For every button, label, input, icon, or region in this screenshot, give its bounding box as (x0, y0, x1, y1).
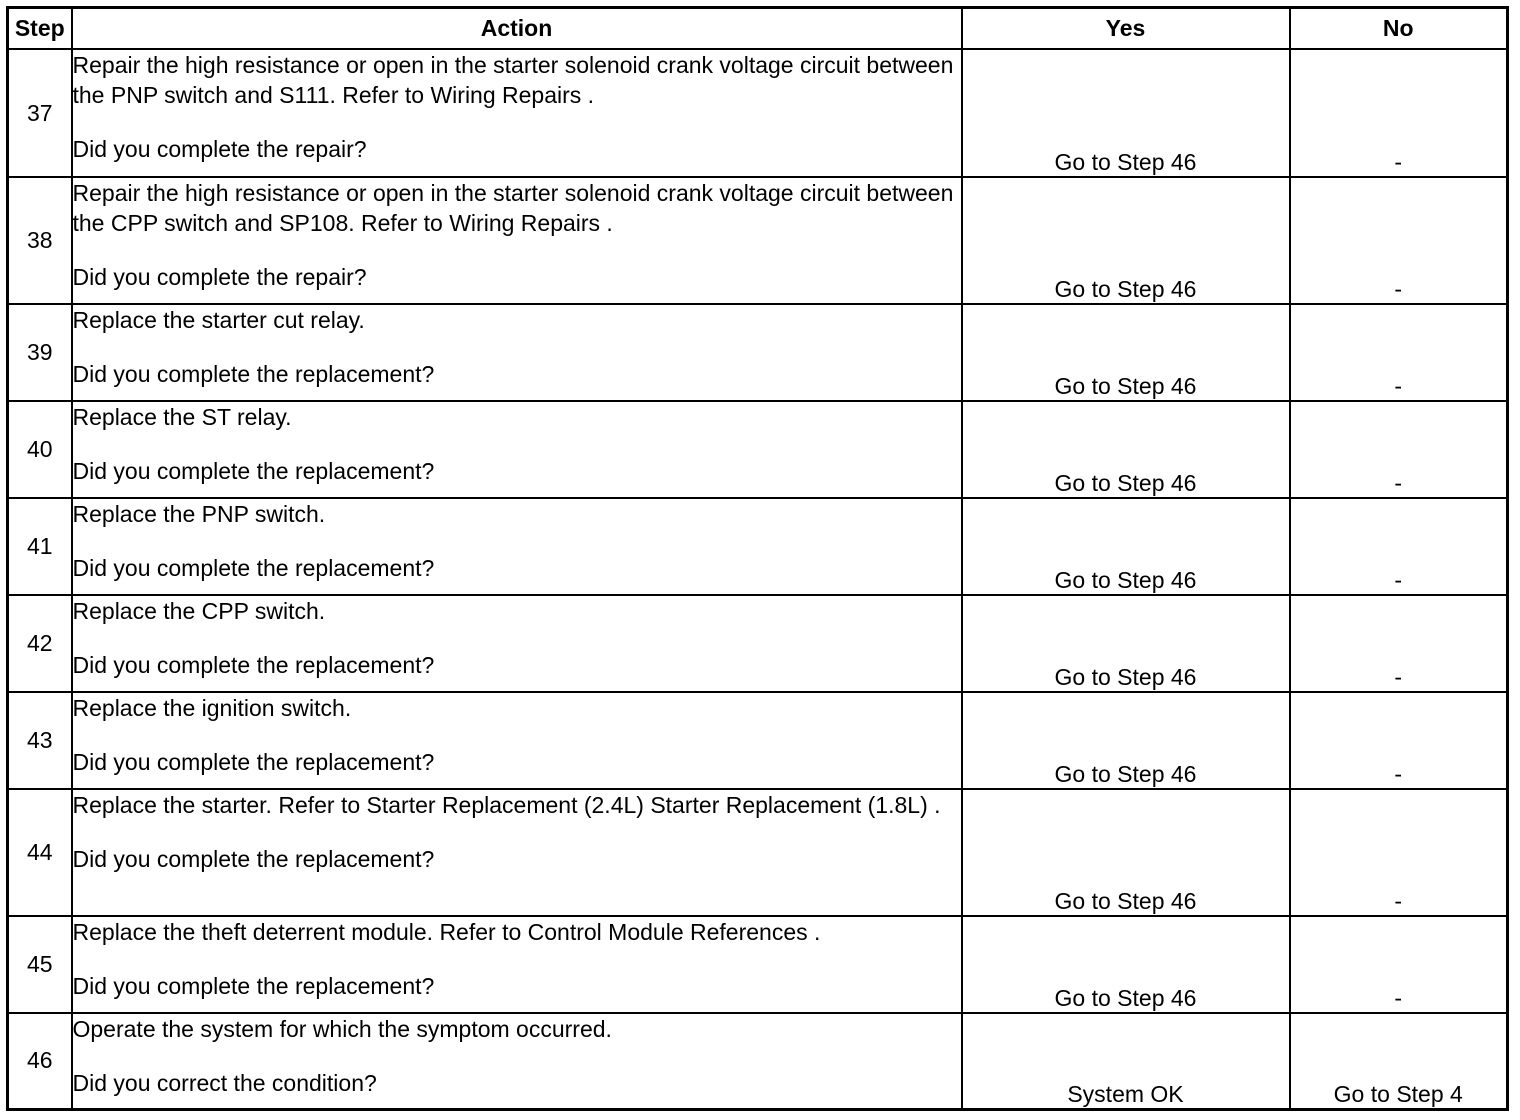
action-instruction: Replace the PNP switch. (72, 501, 326, 527)
step-number: 38 (8, 177, 72, 304)
table-row (8, 49, 1508, 177)
yes-result: System OK (962, 1013, 1290, 1109)
table-row (8, 916, 1508, 1013)
no-result: - (1290, 595, 1508, 692)
table-row (8, 595, 1508, 692)
yes-result: Go to Step 46 (962, 498, 1290, 595)
action-cell (72, 177, 962, 304)
action-question: Did you complete the replacement? (72, 749, 435, 775)
no-result: - (1290, 498, 1508, 595)
step-number: 41 (8, 498, 72, 595)
action-question: Did you complete the replacement? (72, 973, 435, 999)
yes-result: Go to Step 46 (962, 916, 1290, 1013)
action-cell (72, 498, 962, 595)
action-question: Did you complete the replacement? (72, 361, 435, 387)
action-instruction: Operate the system for which the symptom occurred. (72, 1016, 612, 1042)
no-result: - (1290, 304, 1508, 401)
action-instruction: Replace the starter. Refer to Starter Replacement (2.4L) Starter Replacement (1.8L) . (72, 792, 941, 818)
yes-result: Go to Step 46 (962, 595, 1290, 692)
table-row (8, 401, 1508, 498)
no-result: - (1290, 916, 1508, 1013)
action-cell (72, 1013, 962, 1109)
no-result: Go to Step 4 (1290, 1013, 1508, 1109)
header-yes: Yes (962, 8, 1290, 50)
action-question: Did you complete the repair? (72, 264, 367, 290)
yes-result: Go to Step 46 (962, 401, 1290, 498)
table-row (8, 692, 1508, 789)
no-result: - (1290, 692, 1508, 789)
action-question: Did you complete the repair? (72, 136, 367, 162)
yes-result: Go to Step 46 (962, 304, 1290, 401)
table-row (8, 177, 1508, 304)
step-number: 46 (8, 1013, 72, 1109)
action-question: Did you complete the replacement? (72, 555, 435, 581)
action-instruction: Repair the high resistance or open in the starter solenoid crank voltage circuit between the CPP switch and SP108. Refer to Wiring Repairs . (72, 180, 954, 236)
header-no: No (1290, 8, 1508, 50)
step-number: 43 (8, 692, 72, 789)
header-step: Step (8, 8, 72, 50)
action-instruction: Replace the theft deterrent module. Refer to Control Module References . (72, 919, 821, 945)
action-question: Did you complete the replacement? (72, 652, 435, 678)
action-instruction: Replace the ignition switch. (72, 695, 352, 721)
action-cell (72, 692, 962, 789)
action-cell (72, 595, 962, 692)
yes-result: Go to Step 46 (962, 789, 1290, 916)
action-cell (72, 401, 962, 498)
step-number: 42 (8, 595, 72, 692)
step-number: 40 (8, 401, 72, 498)
action-cell (72, 49, 962, 177)
action-question: Did you correct the condition? (72, 1070, 377, 1096)
no-result: - (1290, 789, 1508, 916)
action-cell (72, 916, 962, 1013)
action-cell (72, 789, 962, 916)
yes-result: Go to Step 46 (962, 692, 1290, 789)
table-row (8, 498, 1508, 595)
action-question: Did you complete the replacement? (72, 846, 435, 872)
step-number: 37 (8, 49, 72, 177)
step-number: 39 (8, 304, 72, 401)
action-instruction: Repair the high resistance or open in the starter solenoid crank voltage circuit between the PNP switch and S111. Refer to Wiring Repairs . (72, 52, 954, 108)
step-number: 45 (8, 916, 72, 1013)
header-row (8, 8, 1508, 50)
no-result: - (1290, 49, 1508, 177)
yes-result: Go to Step 46 (962, 177, 1290, 304)
header-action: Action (72, 8, 962, 50)
table-row (8, 1013, 1508, 1109)
diagnostic-table (6, 6, 1509, 1111)
action-instruction: Replace the ST relay. (72, 404, 292, 430)
step-number: 44 (8, 789, 72, 916)
action-instruction: Replace the CPP switch. (72, 598, 326, 624)
table-row (8, 304, 1508, 401)
no-result: - (1290, 177, 1508, 304)
no-result: - (1290, 401, 1508, 498)
yes-result: Go to Step 46 (962, 49, 1290, 177)
action-instruction: Replace the starter cut relay. (72, 307, 365, 333)
action-cell (72, 304, 962, 401)
action-question: Did you complete the replacement? (72, 458, 435, 484)
table-row (8, 789, 1508, 916)
